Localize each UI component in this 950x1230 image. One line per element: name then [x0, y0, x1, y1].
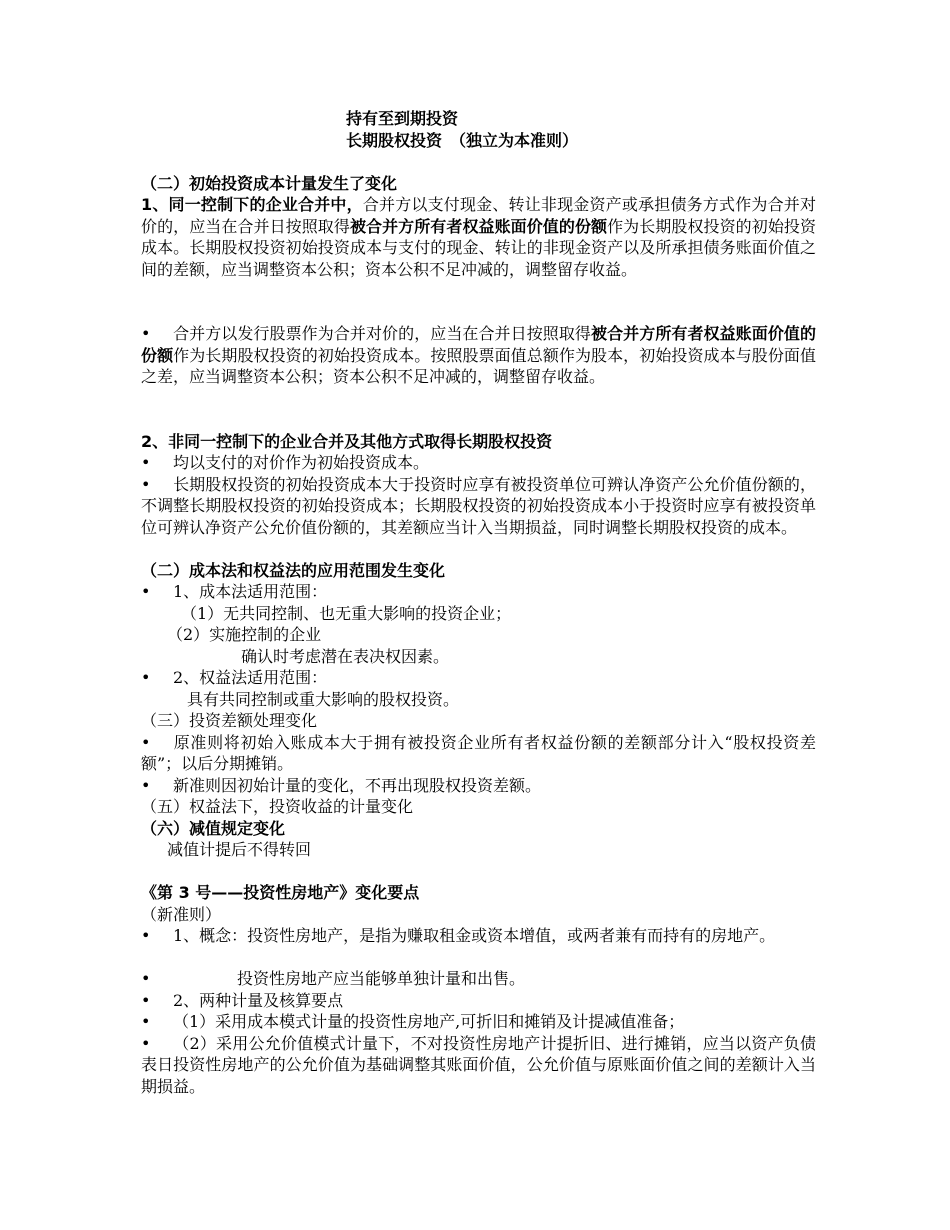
sub-item: 确认时考虑潜在表决权因素。: [241, 646, 450, 666]
section-heading-diff: （三）投资差额处理变化: [141, 711, 318, 730]
document-page: [141, 108, 816, 1097]
list-item: [141, 732, 816, 775]
bullet-icon: •: [141, 926, 151, 945]
list-item: [141, 990, 816, 1012]
list-item: [141, 1033, 816, 1098]
text: （1）采用成本模式计量的投资性房地产,可折旧和摊销及计提减值准备；: [173, 1012, 685, 1031]
paragraph-stock-issue: [141, 323, 816, 409]
impairment-text: 减值计提后不得转回: [167, 840, 312, 859]
section-heading-equity-income: （五）权益法下，投资收益的计量变化: [141, 797, 414, 816]
text: 均以支付的对价作为初始投资成本。: [173, 453, 430, 472]
list-item: [141, 581, 816, 603]
list-item: [141, 474, 816, 560]
text: 作为长期股权投资的初始投资成本。长期股权投资初始投资成本与支付的现金、转让的非现金资产以及所承担债务账面价值之间的差额，应当调整资本公积；资本公积不足冲减的，调整留存收益。: [141, 216, 816, 279]
bullet-icon: •: [141, 775, 151, 795]
doc-title-line1: 持有至到期投资: [346, 109, 459, 128]
text: 合并方以发行股票作为合并对价的，应当在合并日按照取得: [173, 324, 592, 343]
bullet-icon: •: [141, 1033, 151, 1053]
sub-item: （2）实施控制的企业: [167, 625, 322, 644]
bullet-icon: •: [141, 474, 151, 494]
list-item: [141, 968, 816, 990]
text: 作为长期股权投资的初始投资成本。按照股票面值总额作为股本，初始投资成本与股份面值之差，应当调整资本公积；资本公积不足冲减的，调整留存收益。: [141, 345, 816, 386]
list-item: [141, 1011, 816, 1033]
text: 原准则将初始入账成本大于拥有被投资企业所有者权益份额的差额部分计入“股权投资差额”；以后分期摊销。: [141, 732, 816, 773]
sub-item: 具有共同控制或重大影响的股权投资。: [187, 689, 460, 709]
bullet-icon: •: [141, 453, 151, 472]
text: 投资性房地产应当能够单独计量和出售。: [237, 969, 526, 988]
doc-title-line2: 长期股权投资 （独立为本准则）: [346, 130, 579, 150]
paragraph-same-control: [141, 194, 816, 302]
bullet-icon: •: [141, 969, 151, 988]
list-item: [141, 667, 816, 689]
section-heading-initial-cost: （二）初始投资成本计量发生了变化: [141, 173, 398, 193]
bold-text: 被合并方所有者权益账面价值的份额: [141, 324, 816, 365]
bullet-icon: •: [141, 990, 151, 1010]
text: 2、两种计量及核算要点: [173, 990, 344, 1010]
list-item: [141, 452, 816, 474]
list-item: [141, 925, 816, 968]
text: （2）采用公允价值模式计量下，不对投资性房地产计提折旧、进行摊销，应当以资产负债表日投资性房地产的公允价值为基础调整其账面价值，公允价值与原账面价值之间的差额计入当期损益。: [141, 1033, 816, 1096]
bullet-icon: •: [141, 732, 151, 752]
bold-text: 1、同一控制下的企业合并中，: [141, 195, 363, 214]
text: 1、成本法适用范围：: [173, 582, 328, 601]
text: 1、概念：投资性房地产，是指为赚取租金或资本增值，或两者兼有而持有的房地产。: [173, 926, 776, 945]
bold-text: 被合并方所有者权益账面价值的份额: [349, 216, 608, 236]
section-heading-impairment: （六）减值规定变化: [141, 818, 286, 838]
bullet-icon: •: [141, 324, 151, 343]
text: 2、权益法适用范围：: [173, 668, 328, 687]
text: 合并方以支付现金、转让非现金资产或承担债务方式作为合并对价的，应当在合并日按照取得: [141, 195, 816, 236]
bullet-icon: •: [141, 668, 151, 687]
text: 新准则因初始计量的变化，不再出现股权投资差额。: [173, 775, 542, 795]
list-item: [141, 775, 816, 797]
subheading-non-same-control: 2、非同一控制下的企业合并及其他方式取得长期股权投资: [141, 431, 553, 451]
section-heading-investment-property: 《第 3 号——投资性房地产》变化要点: [141, 883, 420, 902]
subtitle-new-standard: （新准则）: [141, 904, 222, 924]
sub-item: （1）无共同控制、也无重大影响的投资企业；: [181, 603, 512, 623]
bullet-icon: •: [141, 1012, 151, 1031]
section-heading-scope: （二）成本法和权益法的应用范围发生变化: [141, 560, 446, 580]
bullet-icon: •: [141, 582, 151, 601]
text: 长期股权投资的初始投资成本大于投资时应享有被投资单位可辨认净资产公允价值份额的，不调整长期股权投资的初始投资成本；长期股权投资的初始投资成本小于投资时应享有被投资单位可辨认净资产公允价值份额的，其差额应当计入当期损益，同时调整长期股权投资的成本。: [141, 474, 816, 537]
